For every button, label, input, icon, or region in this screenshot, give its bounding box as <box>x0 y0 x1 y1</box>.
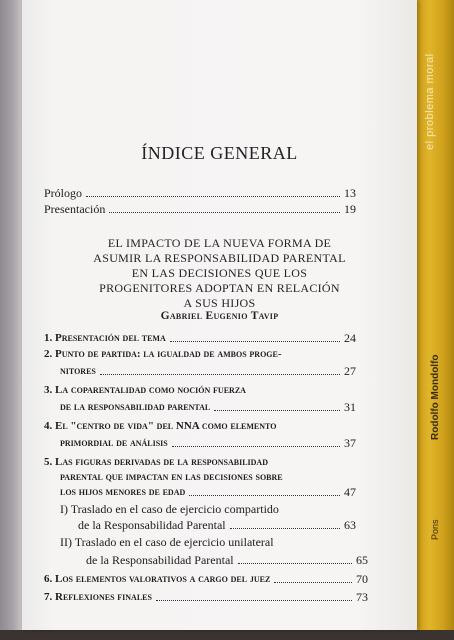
toc-label: nitores <box>60 365 96 377</box>
toc-label: 6. Los elementos valorativos a cargo del juez <box>44 573 271 585</box>
leader-dots <box>230 527 340 529</box>
toc-label: Presentación <box>44 202 106 216</box>
toc-entry-3-line1 <box>44 383 356 397</box>
toc-entry-3-line2 <box>60 400 356 414</box>
toc-entry-6 <box>44 572 368 586</box>
toc-entry-4-line1 <box>44 419 356 433</box>
toc-page: 65 <box>356 553 368 567</box>
spine-title: el problema moral <box>424 53 436 150</box>
toc-page: 27 <box>344 364 356 378</box>
toc-label: los hijos menores de edad <box>60 486 186 498</box>
book-spine <box>416 0 454 630</box>
leader-dots <box>274 581 352 583</box>
toc-page: 24 <box>344 331 356 345</box>
toc-label: 3. La coparentalidad como noción fuerza <box>44 384 246 396</box>
toc-entry-5-line3 <box>60 485 356 499</box>
toc-page: 13 <box>344 186 356 200</box>
toc-entry-prologo <box>44 186 356 200</box>
leader-dots <box>109 211 340 213</box>
toc-page: 70 <box>356 572 368 586</box>
toc-page: 37 <box>344 436 356 450</box>
toc-label: primordial de análisis <box>60 437 168 449</box>
toc-label: 5. Las figuras derivadas de la responsabilidad <box>44 456 268 468</box>
toc-entry-2-line1 <box>44 347 356 361</box>
leader-dots <box>100 373 340 375</box>
chapter-heading-line: A SUS HIJOS <box>183 296 256 310</box>
toc-label: 2. Punto de partida: la igualdad de ambos proge- <box>44 348 282 360</box>
toc-label: II) Traslado en el caso de ejercicio unilateral <box>60 535 274 549</box>
toc-label: 7. Reflexiones finales <box>44 591 152 603</box>
toc-subentry-ii-line2 <box>86 553 368 567</box>
toc-page: 73 <box>356 590 368 604</box>
leader-dots <box>214 409 340 411</box>
background-bottom <box>0 630 454 640</box>
toc-entry-2-line2 <box>60 364 356 378</box>
chapter-author: Gabriel Eugenio Tavip <box>160 310 279 322</box>
toc-entry-1 <box>44 331 356 345</box>
leader-dots <box>156 599 352 601</box>
toc-subentry-i-line2 <box>78 518 356 532</box>
book-page <box>22 0 417 630</box>
toc-page: 19 <box>344 202 356 216</box>
leader-dots <box>238 562 352 564</box>
chapter-heading-line: PROGENITORES ADOPTAN EN RELACIÓN <box>99 281 340 295</box>
leader-dots <box>189 494 340 496</box>
leader-dots <box>170 340 340 342</box>
toc-label: de la responsabilidad parental <box>60 401 211 413</box>
toc-page: 31 <box>344 400 356 414</box>
leader-dots <box>86 195 340 197</box>
toc-entry-7 <box>44 590 368 604</box>
toc-label: I) Traslado en el caso de ejercicio compartido <box>60 502 279 516</box>
spine-publisher: Pons <box>430 519 440 540</box>
toc-label: 4. El "centro de vida" del NNA como elemento <box>44 420 277 432</box>
leader-dots <box>172 445 340 447</box>
page-title: ÍNDICE GENERAL <box>141 143 298 163</box>
toc-entry-5-line1 <box>44 455 356 469</box>
chapter-heading-line: EL IMPACTO DE LA NUEVA FORMA DE <box>107 236 332 250</box>
toc-label: de la Responsabilidad Parental <box>78 518 226 532</box>
toc-subentry-i-line1 <box>60 502 356 516</box>
toc-label: de la Responsabilidad Parental <box>86 553 234 567</box>
toc-page: 47 <box>344 485 356 499</box>
background-left <box>0 0 22 640</box>
toc-entry-4-line2 <box>60 436 356 450</box>
toc-label: parental que impactan en las decisiones sobre <box>60 471 283 483</box>
toc-page: 63 <box>344 518 356 532</box>
toc-label: Prólogo <box>44 186 83 200</box>
chapter-heading-line: EN LAS DECISIONES QUE LOS <box>131 266 308 280</box>
chapter-heading-line: ASUMIR LA RESPONSABILIDAD PARENTAL <box>93 251 346 265</box>
toc-label: 1. Presentación del tema <box>44 332 166 344</box>
spine-author: Rodolfo Mondolfo <box>430 354 441 440</box>
toc-entry-5-line2 <box>60 470 356 484</box>
toc-entry-presentacion <box>44 202 356 216</box>
toc-subentry-ii-line1 <box>60 535 356 549</box>
